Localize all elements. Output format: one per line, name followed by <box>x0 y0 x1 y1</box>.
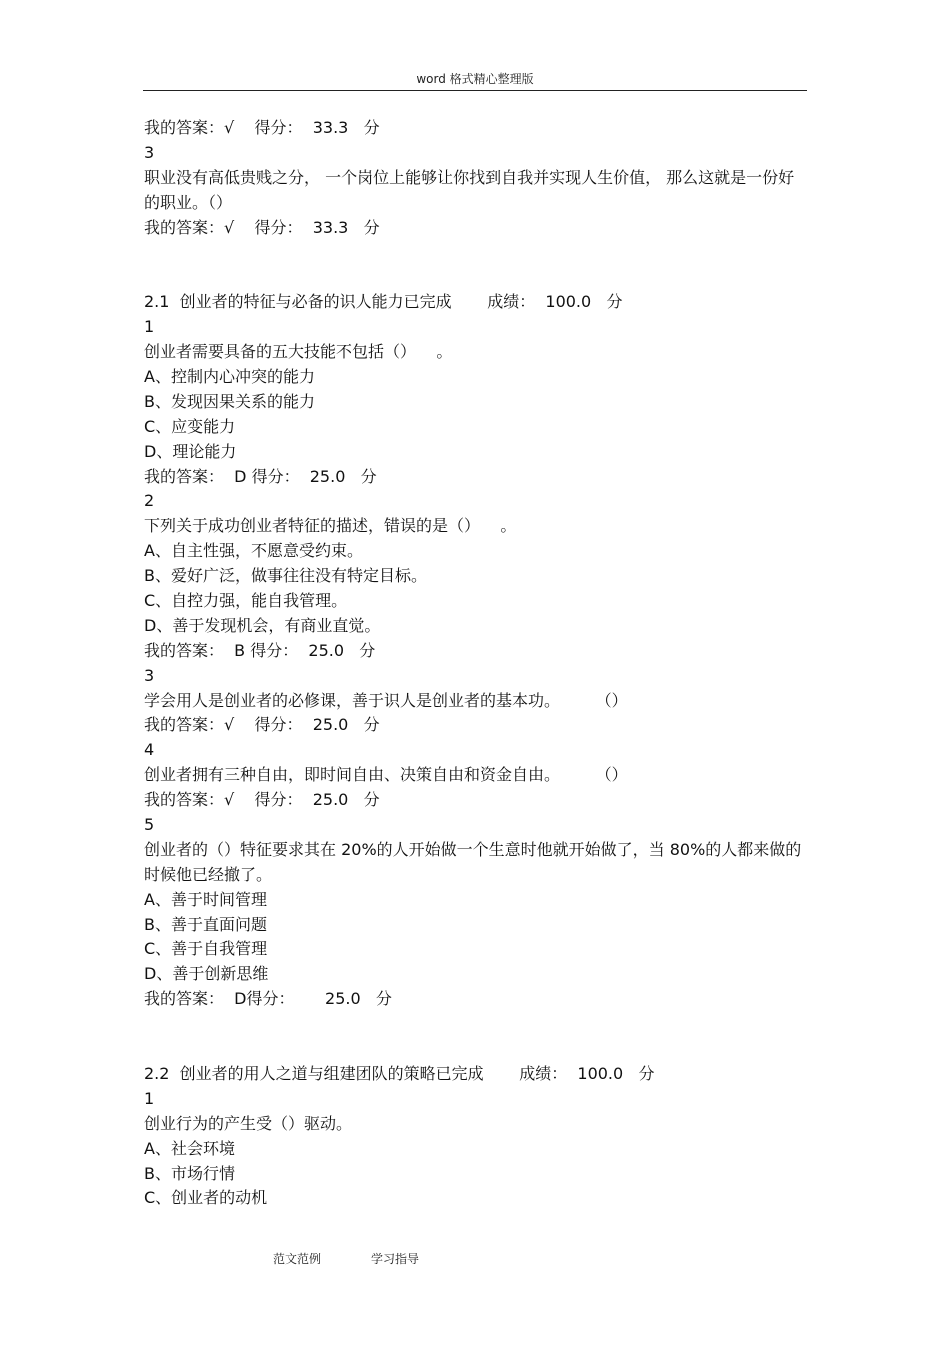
text-line: 创业者拥有三种自由，即时间自由、决策自由和资金自由。 （） <box>144 765 628 785</box>
text-line: 5 <box>144 814 155 834</box>
text-line: 1 <box>144 1088 155 1108</box>
text-line: D、善于创新思维 <box>144 964 269 984</box>
text-line: 4 <box>144 740 155 760</box>
text-line: 2 <box>144 491 155 511</box>
text-line: 我的答案： D得分： 25.0 分 <box>144 989 392 1009</box>
text-line: C、善于自我管理 <box>144 939 268 959</box>
text-line: 我的答案：√ 得分： 25.0 分 <box>144 715 380 735</box>
text-line: 创业者需要具备的五大技能不包括（） 。 <box>144 342 453 362</box>
section-spacer <box>144 1012 808 1062</box>
text-line: 下列关于成功创业者特征的描述，错误的是（） 。 <box>144 516 517 536</box>
document-body <box>144 116 808 1211</box>
header-divider <box>143 90 807 91</box>
text-line: 创业者的（）特征要求其在 20%的人开始做一个生意时他就开始做了，当 80%的人都来做的时候他已经撤了。 <box>144 839 802 884</box>
text-line: C、创业者的动机 <box>144 1188 268 1208</box>
text-line: 学会用人是创业者的必修课，善于识人是创业者的基本功。 （） <box>144 690 628 710</box>
text-line: 3 <box>144 142 155 162</box>
text-line: 3 <box>144 665 155 685</box>
text-line: 2.2 创业者的用人之道与组建团队的策略已完成 成绩： 100.0 分 <box>144 1063 655 1083</box>
text-line: A、善于时间管理 <box>144 889 267 909</box>
text-line: A、社会环境 <box>144 1138 235 1158</box>
text-line: B、善于直面问题 <box>144 914 267 934</box>
text-line: B、市场行情 <box>144 1163 235 1183</box>
text-line: B、爱好广泛，做事往往没有特定目标。 <box>144 566 427 586</box>
text-line: 创业行为的产生受（）驱动。 <box>144 1113 353 1133</box>
text-line: D、善于发现机会，有商业直觉。 <box>144 615 381 635</box>
text-line: B、发现因果关系的能力 <box>144 391 315 411</box>
text-line: A、自主性强，不愿意受约束。 <box>144 541 363 561</box>
text-line: 职业没有高低贵贱之分， 一个岗位上能够让你找到自我并实现人生价值， 那么这就是一份好的职业。（） <box>144 167 795 212</box>
text-line: D、理论能力 <box>144 441 237 461</box>
text-line: 我的答案：√ 得分： 33.3 分 <box>144 118 380 137</box>
text-line: 1 <box>144 317 155 337</box>
text-line: C、应变能力 <box>144 416 236 436</box>
section-spacer <box>144 240 808 290</box>
text-line: 我的答案：√ 得分： 33.3 分 <box>144 217 380 237</box>
text-line: 我的答案： D 得分： 25.0 分 <box>144 466 377 486</box>
text-line: A、控制内心冲突的能力 <box>144 366 315 386</box>
footer-left-text: 范文范例 <box>273 1252 322 1266</box>
text-line: 2.1 创业者的特征与必备的识人能力已完成 成绩： 100.0 分 <box>144 292 623 312</box>
page-header: word 格式精心整理版 <box>416 72 534 86</box>
text-line: C、自控力强，能自我管理。 <box>144 590 348 610</box>
page-footer <box>273 1250 419 1267</box>
footer-right-text: 学习指导 <box>371 1252 420 1266</box>
text-line: 我的答案：√ 得分： 25.0 分 <box>144 790 380 810</box>
text-line: 我的答案： B 得分： 25.0 分 <box>144 640 376 660</box>
